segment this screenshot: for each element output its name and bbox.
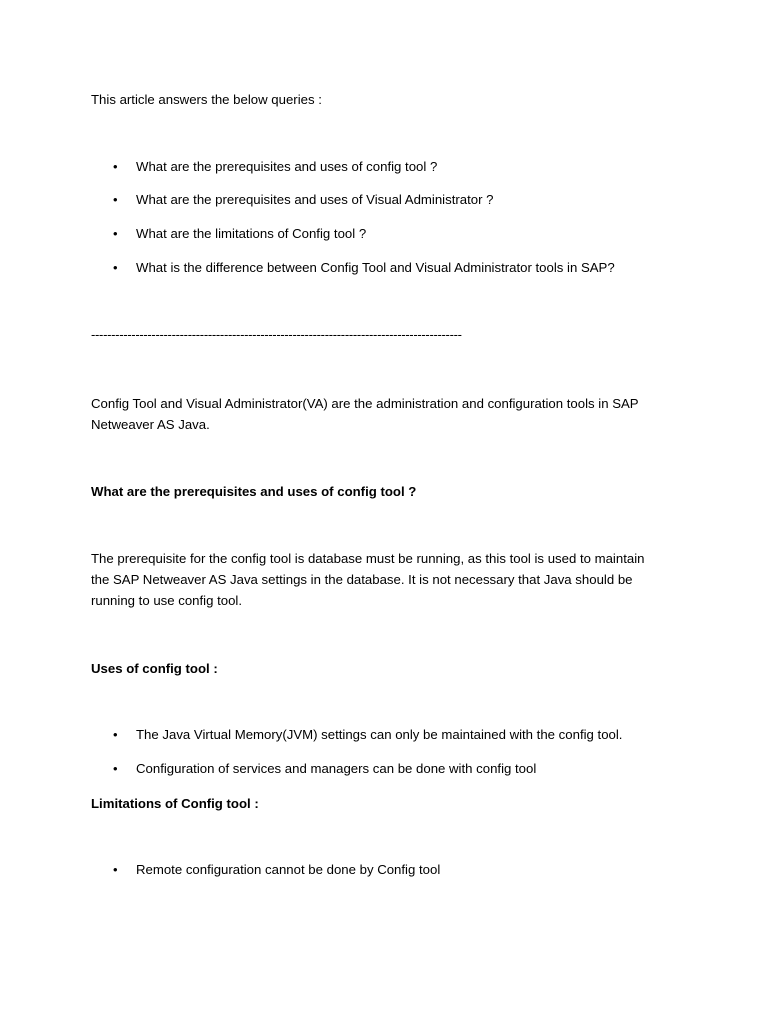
heading-uses: Uses of config tool : xyxy=(91,661,218,676)
prereq-line: running to use config tool. xyxy=(91,593,243,608)
overview-line: Netweaver AS Java. xyxy=(91,417,210,432)
overview-line: Config Tool and Visual Administrator(VA) are the administration and configuration tools in SAP xyxy=(91,396,639,411)
bullet-icon: • xyxy=(113,260,118,275)
uses-item: Configuration of services and managers can be done with config tool xyxy=(136,761,537,776)
query-item: What are the limitations of Config tool ? xyxy=(136,226,367,241)
bullet-icon: • xyxy=(113,727,118,742)
query-item: What are the prerequisites and uses of Visual Administrator ? xyxy=(136,192,494,207)
query-item: What is the difference between Config Tool and Visual Administrator tools in SAP? xyxy=(136,260,615,275)
bullet-icon: • xyxy=(113,761,118,776)
uses-item: The Java Virtual Memory(JVM) settings can only be maintained with the config tool. xyxy=(136,727,623,742)
separator-line: -------------------------------------------------------------------------------------------- xyxy=(91,327,462,342)
bullet-icon: • xyxy=(113,192,118,207)
query-item: What are the prerequisites and uses of config tool ? xyxy=(136,159,438,174)
heading-limitations: Limitations of Config tool : xyxy=(91,796,259,811)
heading-prerequisites: What are the prerequisites and uses of config tool ? xyxy=(91,484,417,499)
limitations-item: Remote configuration cannot be done by Config tool xyxy=(136,862,441,877)
prereq-line: The prerequisite for the config tool is database must be running, as this tool is used to maintain xyxy=(91,551,645,566)
intro-text: This article answers the below queries : xyxy=(91,92,322,107)
prereq-line: the SAP Netweaver AS Java settings in the database. It is not necessary that Java should be xyxy=(91,572,633,587)
bullet-icon: • xyxy=(113,862,118,877)
bullet-icon: • xyxy=(113,226,118,241)
bullet-icon: • xyxy=(113,159,118,174)
